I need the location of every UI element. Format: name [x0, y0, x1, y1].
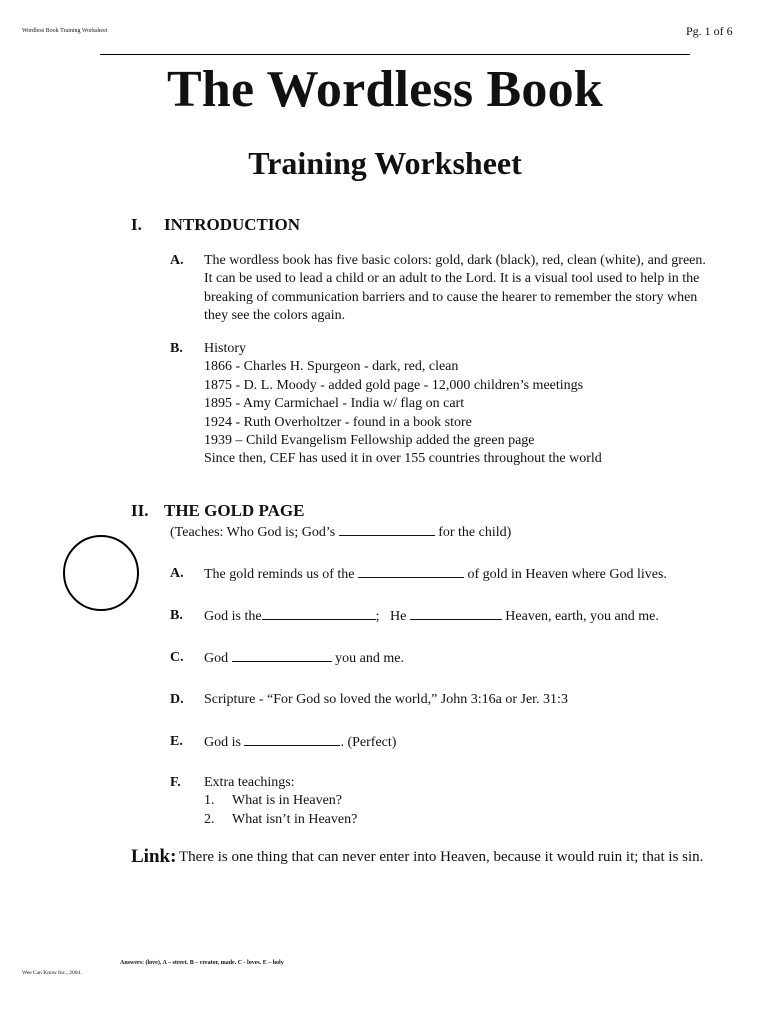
- section-title: INTRODUCTION: [164, 215, 301, 234]
- gold-page-circle: [63, 535, 139, 611]
- section-number: II.: [131, 501, 149, 520]
- question-line: [204, 733, 396, 752]
- history-line: 1866 - Charles H. Spurgeon - dark, red, clean: [204, 359, 459, 375]
- list-item: [204, 811, 357, 829]
- text-span: God is the: [204, 609, 262, 624]
- list-item: [204, 792, 357, 810]
- item-letter: F.: [170, 775, 181, 790]
- history-line: 1895 - Amy Carmichael - India w/ flag on cart: [204, 396, 465, 412]
- fill-in-blank[interactable]: [410, 607, 502, 620]
- text-span: Heaven, earth, you and me.: [501, 609, 659, 624]
- header-document-title: Wordless Book Training Worksheet: [22, 28, 108, 34]
- text-line: It can be used to lead a child or an adult to the Lord. It is a visual tool used to help in the: [204, 271, 700, 287]
- history-list: [204, 340, 602, 469]
- item-letter: C.: [170, 650, 184, 665]
- history-line: 1875 - D. L. Moody - added gold page - 12,000 children’s meetings: [204, 377, 584, 393]
- text-span: The gold reminds us of the: [204, 567, 358, 582]
- page-title: The Wordless Book: [167, 61, 603, 118]
- text-line: breaking of communication barriers and to cause the hearer to remember the story when: [204, 289, 698, 305]
- text-span: God: [204, 651, 232, 666]
- item-letter: A.: [170, 253, 184, 268]
- fill-in-blank[interactable]: [262, 607, 376, 620]
- page-number: Pg. 1 of 6: [686, 24, 733, 38]
- item-letter: A.: [170, 566, 184, 581]
- text-span: . (Perfect): [340, 735, 397, 750]
- text-line: they see the colors again.: [204, 308, 346, 324]
- section-number: I.: [131, 215, 142, 234]
- teaches-line: [170, 523, 511, 542]
- link-text: There is one thing that can never enter into Heaven, because it would ruin it; that is sin.: [179, 849, 704, 865]
- text-span: (Teaches: Who God is; God’s: [170, 525, 339, 540]
- intro-paragraph: [204, 252, 706, 326]
- fill-in-blank[interactable]: [232, 649, 332, 662]
- list-number: 1.: [204, 793, 215, 809]
- fill-in-blank[interactable]: [339, 523, 435, 536]
- fill-in-blank[interactable]: [358, 565, 464, 578]
- question-line: [204, 565, 667, 584]
- text-span: God is: [204, 735, 245, 750]
- text-span: you and me.: [331, 651, 404, 666]
- text-span: for the child): [434, 525, 512, 540]
- page-subtitle: Training Worksheet: [248, 145, 522, 181]
- history-heading: History: [204, 341, 246, 356]
- history-line: 1924 - Ruth Overholtzer - found in a book store: [204, 414, 472, 430]
- scripture-line: Scripture - “For God so loved the world,” John 3:16a or Jer. 31:3: [204, 692, 568, 707]
- item-letter: B.: [170, 608, 183, 623]
- list-text: What isn’t in Heaven?: [232, 811, 358, 827]
- link-label: Link:: [131, 846, 177, 867]
- copyright: Wee Can Know Inc., 2004.: [22, 970, 82, 976]
- extra-teachings: [204, 774, 357, 829]
- extra-heading: Extra teachings:: [204, 775, 295, 790]
- list-text: What is in Heaven?: [232, 793, 343, 809]
- fill-in-blank[interactable]: [244, 733, 340, 746]
- question-line: [204, 649, 404, 668]
- history-line: Since then, CEF has used it in over 155 countries throughout the world: [204, 451, 602, 467]
- item-letter: D.: [170, 692, 184, 707]
- text-span: of gold in Heaven where God lives.: [463, 567, 667, 582]
- section-title: THE GOLD PAGE: [164, 501, 305, 520]
- text-line: The wordless book has five basic colors: gold, dark (black), red, clean (white), and green.: [204, 253, 706, 268]
- answer-key: Answers: (love), A – street. B – creator, made. C - loves. E – holy: [120, 960, 284, 966]
- header-rule: [100, 54, 690, 55]
- item-letter: E.: [170, 734, 183, 749]
- history-line: 1939 – Child Evangelism Fellowship added the green page: [204, 433, 535, 449]
- list-number: 2.: [204, 811, 215, 827]
- question-line: [204, 607, 659, 626]
- item-letter: B.: [170, 341, 183, 356]
- text-span: ; He: [375, 609, 410, 624]
